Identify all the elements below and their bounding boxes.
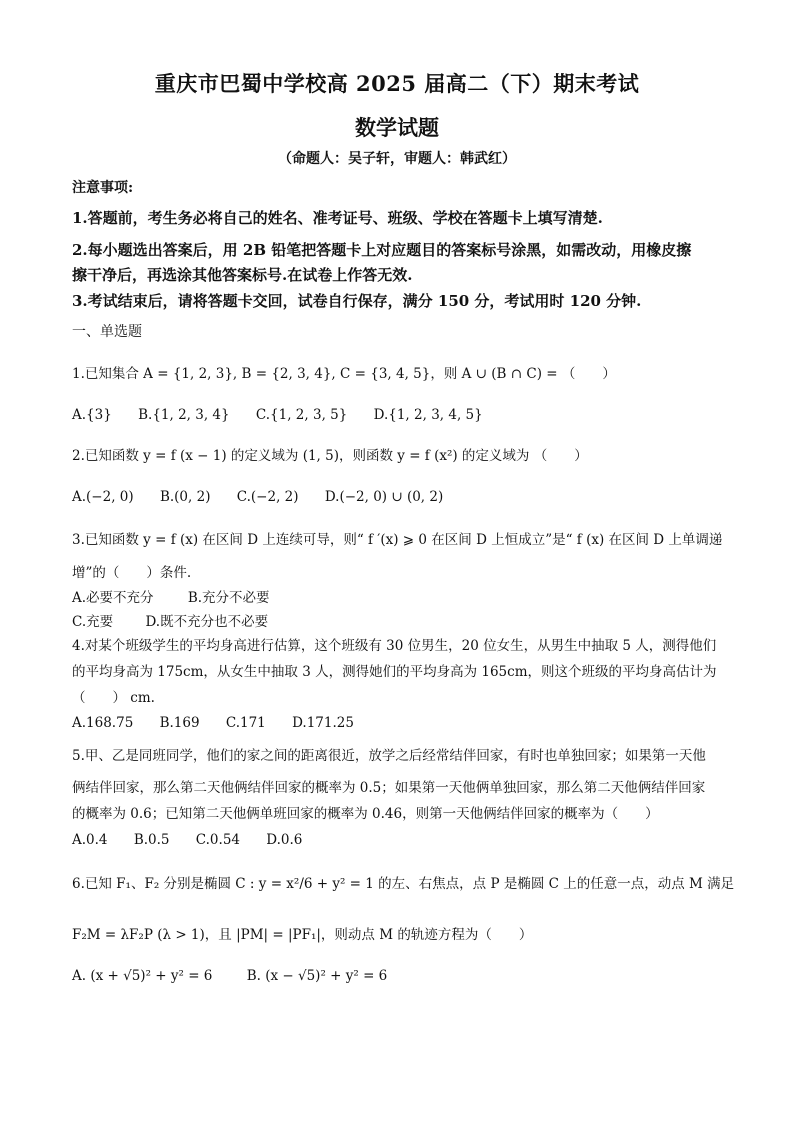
q3-options-row-2	[72, 612, 732, 632]
notice-item-3: 3.考试结束后，请将答题卡交回，试卷自行保存，满分 150 分，考试用时 120 分钟.	[72, 292, 642, 310]
q5-stem-1: 5.甲、乙是同班同学，他们的家之间的距离很近，放学之后经常结伴回家，有时也单独回家；如果第一天他	[72, 748, 706, 764]
q3-option-c: C.充要	[72, 614, 114, 630]
q2-option-b: B.(0, 2)	[159, 489, 211, 505]
q1-option-c: C.{1, 2, 3, 5}	[255, 407, 348, 423]
notice-item-1: 1.答题前，考生务必将自己的姓名、准考证号、班级、学校在答题卡上填写清楚.	[72, 209, 603, 227]
q3-stem-1: 3.已知函数 y = f (x) 在区间 D 上连续可导，则“ f ′(x) ⩾ 0 在区间 D 上恒成立”是“ f (x) 在区间 D 上单调递	[72, 532, 723, 548]
q3-option-d: D.既不充分也不必要	[145, 614, 269, 630]
q1-stem: 1.已知集合 A = {1, 2, 3}, B = {2, 3, 4}, C = {3, 4, 5}，则 A ∪ (B ∩ C) = （ ）	[72, 366, 616, 382]
q6-stem-1: 6.已知 F₁、F₂ 分别是椭圆 C : y = x²/6 + y² = 1 的左、右焦点，点 P 是椭圆 C 上的任意一点，动点 M 满足	[72, 876, 735, 892]
q4-stem-1: 4.对某个班级学生的平均身高进行估算，这个班级有 30 位男生，20 位女生，从男生中抽取 5 人，测得他们	[72, 638, 717, 654]
q5-stem-3: 的概率为 0.6；已知第二天他俩单班回家的概率为 0.46，则第一天他俩结伴回家的概率为（ ）	[72, 806, 659, 822]
q4-option-a: A.168.75	[72, 715, 134, 731]
notice-item-2b: 擦干净后，再选涂其他答案标号.在试卷上作答无效.	[72, 266, 413, 284]
notice-heading: 注意事项:	[72, 180, 134, 196]
q1-option-b: B.{1, 2, 3, 4}	[138, 407, 230, 423]
q2-option-a: A.(−2, 0)	[72, 489, 134, 505]
q3-options-row-1	[72, 588, 732, 608]
q6-option-a: A. (x + √5)² + y² = 6	[72, 968, 213, 984]
q4-option-b: B.169	[159, 715, 200, 731]
q5-stem-2: 俩结伴回家，那么第二天他俩结伴回家的概率为 0.5；如果第一天他俩单独回家，那么第二天他俩结伴回家	[72, 780, 706, 796]
q4-option-d: D.171.25	[292, 715, 354, 731]
notice-item-2a: 2.每小题选出答案后，用 2B 铅笔把答题卡上对应题目的答案标号涂黑，如需改动，用橡皮擦	[72, 241, 692, 259]
exam-authors: （命题人：吴子轩，审题人：韩武红）	[278, 151, 516, 167]
q6-stem-2: F₂M = λF₂P (λ > 1)，且 |PM| = |PF₁|，则动点 M 的轨迹方程为（ ）	[72, 927, 533, 943]
q1-option-a: A.{3}	[72, 407, 112, 423]
q5-option-b: B.0.5	[133, 832, 170, 848]
exam-subtitle: 数学试题	[355, 115, 439, 140]
q6-options	[72, 966, 732, 986]
q5-option-d: D.0.6	[266, 832, 303, 848]
q2-option-d: D.(−2, 0) ∪ (0, 2)	[324, 489, 444, 505]
q3-stem-2: 增”的（ ）条件.	[72, 565, 192, 581]
q1-options	[72, 405, 732, 425]
q4-stem-2: 的平均身高为 175cm，从女生中抽取 3 人，测得她们的平均身高为 165cm，则这个班级的平均身高估计为	[72, 664, 717, 680]
q3-option-b: B.充分不必要	[187, 590, 270, 606]
q4-stem-3: （ ） cm.	[72, 690, 155, 706]
q6-option-b: B. (x − √5)² + y² = 6	[246, 968, 388, 984]
exam-title: 重庆市巴蜀中学校高 2025 届高二（下）期末考试	[154, 71, 640, 96]
q4-option-c: C.171	[225, 715, 266, 731]
q5-option-a: A.0.4	[72, 832, 108, 848]
q2-option-c: C.(−2, 2)	[236, 489, 299, 505]
section-heading: 一、单选题	[72, 324, 142, 340]
q2-options	[72, 487, 732, 507]
q5-option-c: C.0.54	[195, 832, 240, 848]
q1-option-d: D.{1, 2, 3, 4, 5}	[373, 407, 483, 423]
q3-option-a: A.必要不充分	[72, 590, 154, 606]
q2-stem: 2.已知函数 y = f (x − 1) 的定义域为 (1, 5)，则函数 y = f (x²) 的定义域为 （ ）	[72, 448, 588, 464]
q5-options	[72, 830, 732, 850]
q4-options	[72, 713, 732, 733]
